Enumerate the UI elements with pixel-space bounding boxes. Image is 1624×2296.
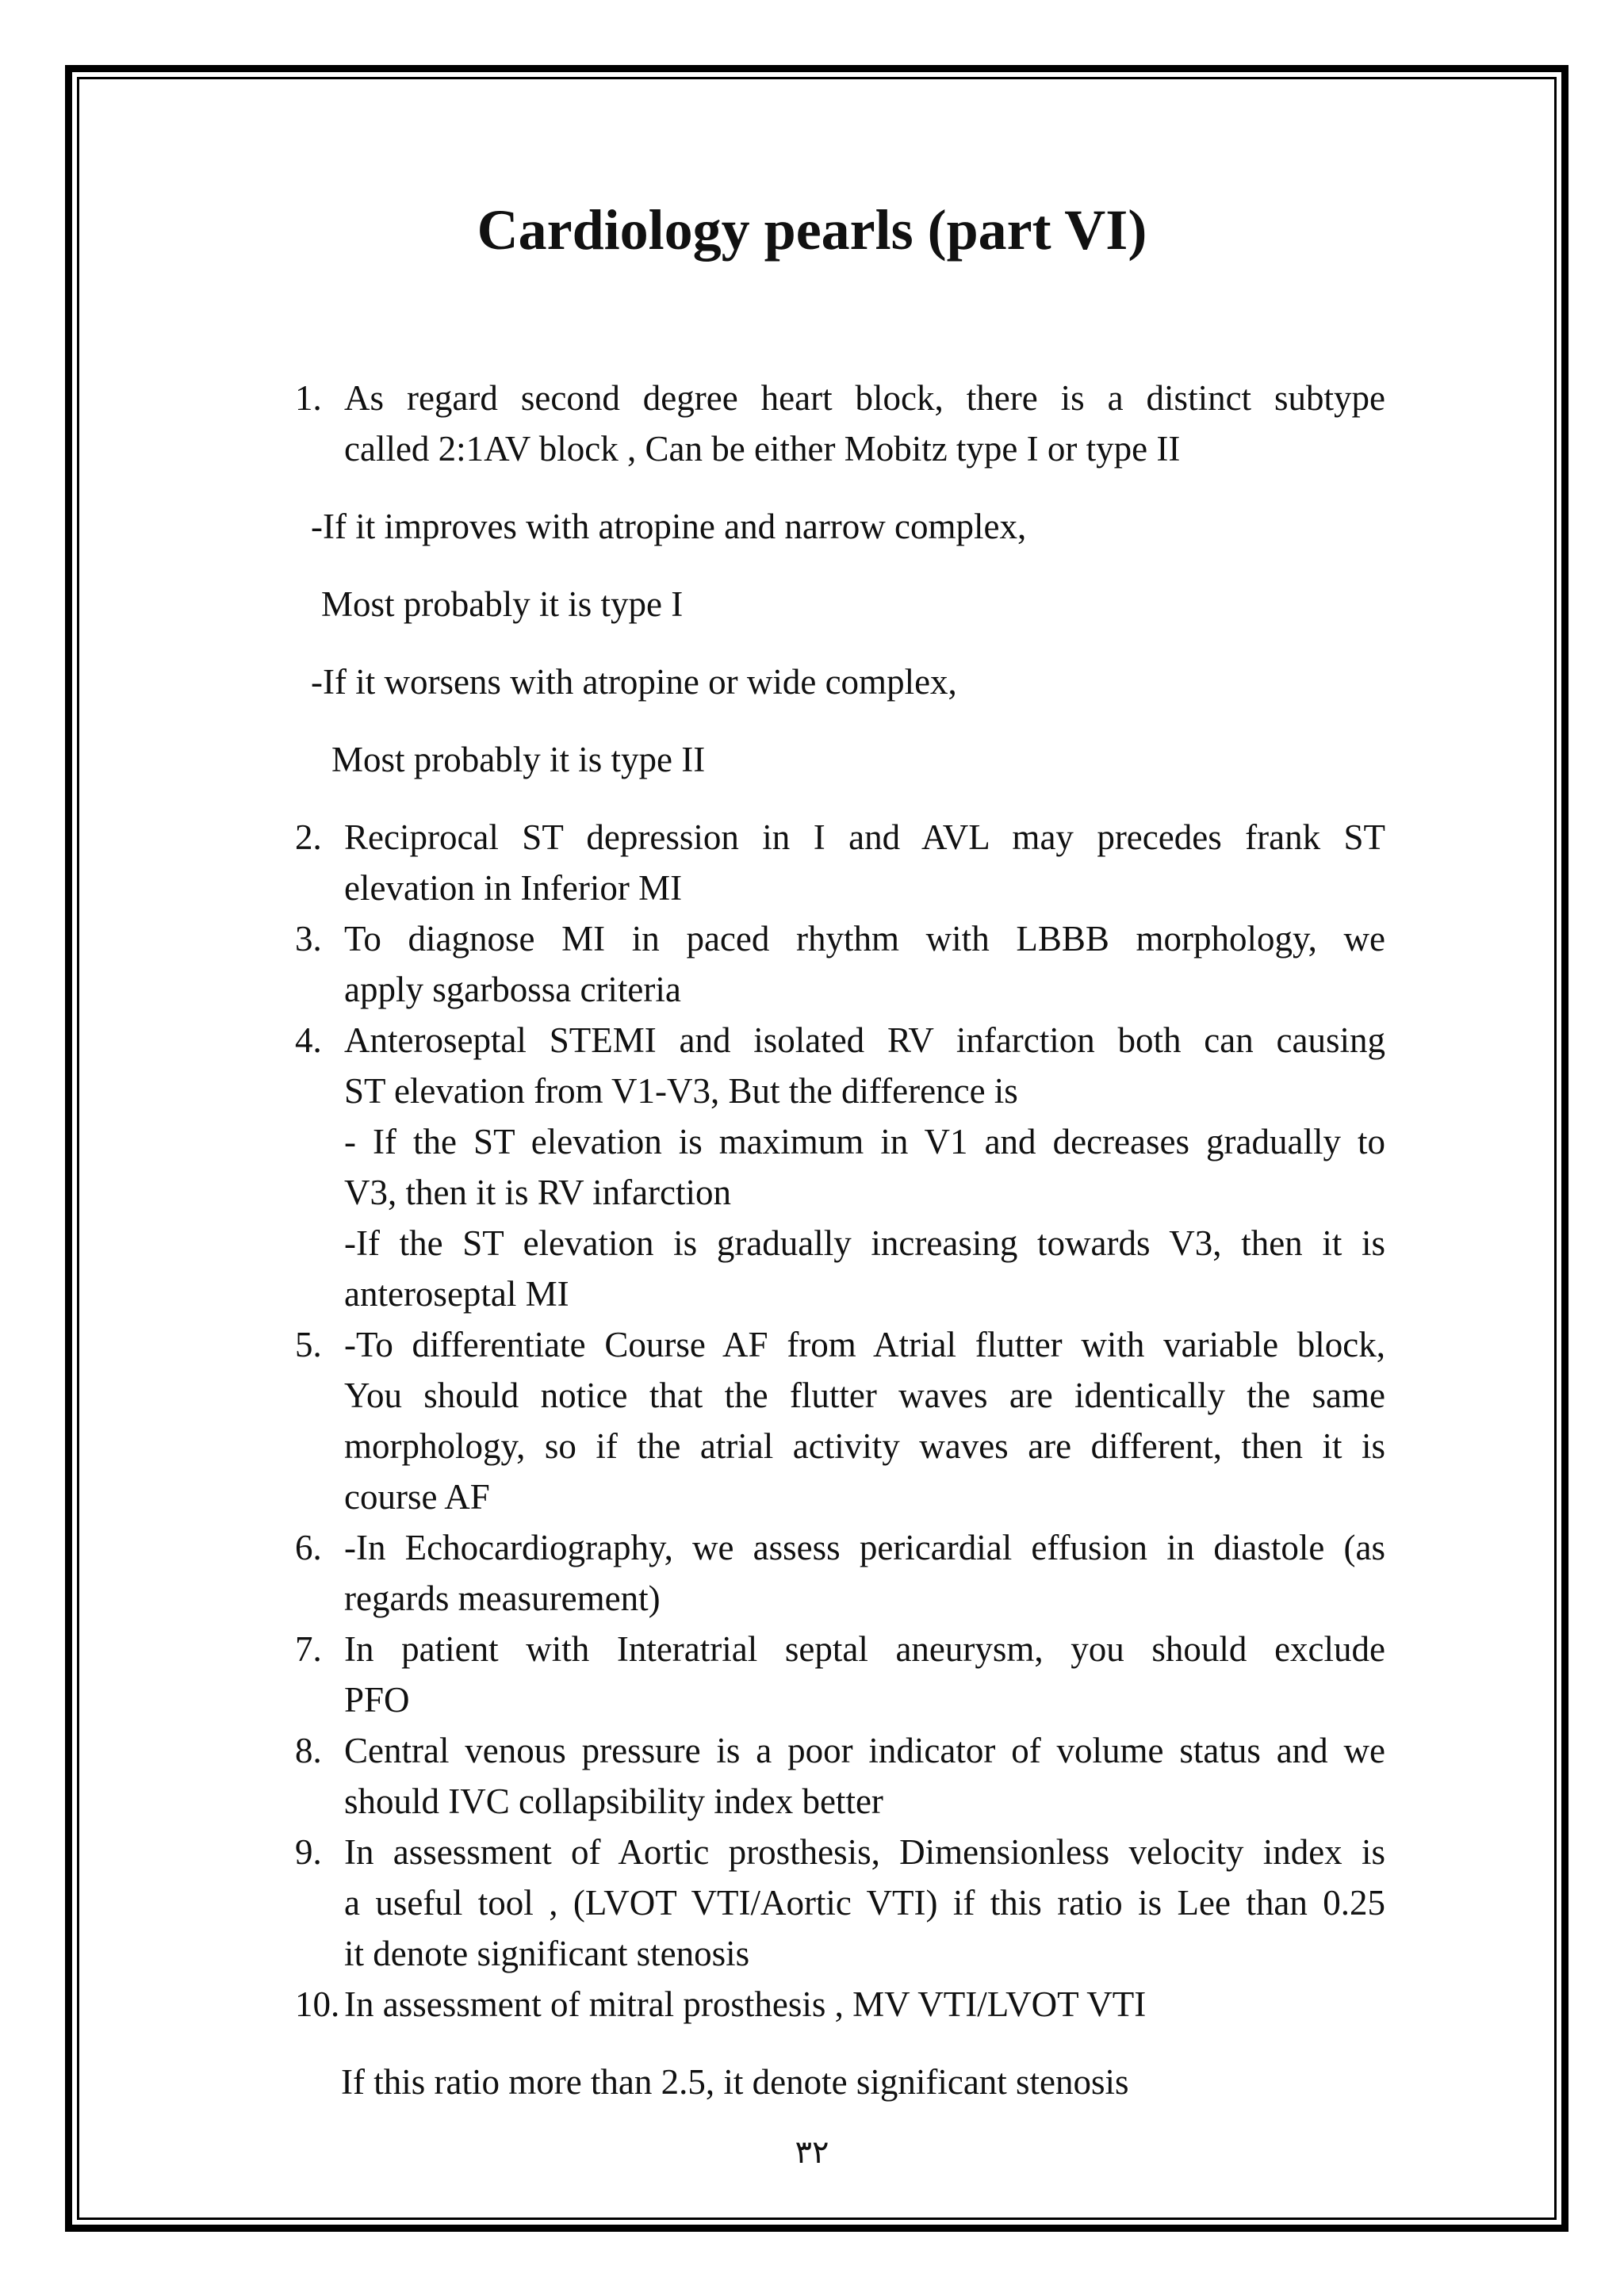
- item-text-line: As regard second degree heart block, there is a distinct subtype: [344, 378, 1385, 418]
- list-item-7: [295, 1624, 1385, 1725]
- note-line: -If it improves with atropine and narrow complex,: [311, 507, 1027, 546]
- item-number: 2.: [295, 817, 322, 857]
- item-text-line: V3, then it is RV infarction: [344, 1173, 732, 1212]
- item-number: 4.: [295, 1020, 322, 1060]
- list-item-10: [295, 1979, 1385, 2030]
- item-text-line: Reciprocal ST depression in I and AVL may precedes frank ST: [344, 817, 1385, 857]
- item-number: 5.: [295, 1325, 322, 1364]
- page-number: ٣٢: [795, 2134, 829, 2170]
- item-number: 10.: [295, 1984, 340, 2024]
- item-text-line: PFO: [344, 1680, 410, 1720]
- item-number: 7.: [295, 1629, 322, 1669]
- list-item-3: [295, 913, 1385, 1015]
- list-item-2: [295, 812, 1385, 913]
- item-text-line: apply sgarbossa criteria: [344, 970, 681, 1009]
- item-text-line: You should notice that the flutter waves are identically the same: [344, 1376, 1385, 1415]
- item-number: 9.: [295, 1832, 322, 1872]
- item-number: 3.: [295, 919, 322, 959]
- item-text-line: course AF: [344, 1477, 490, 1517]
- list-item-6: [295, 1522, 1385, 1624]
- item-text-line: To diagnose MI in paced rhythm with LBBB morphology, we: [344, 919, 1385, 959]
- item-text-line: In patient with Interatrial septal aneurysm, you should exclude: [344, 1629, 1385, 1669]
- item-text-line: In assessment of mitral prosthesis , MV VTI/LVOT VTI: [344, 1984, 1147, 2024]
- list-item-5: [295, 1319, 1385, 1522]
- item-text-line: Anteroseptal STEMI and isolated RV infarction both can causing: [344, 1020, 1385, 1060]
- page-title: Cardiology pearls (part VI): [477, 198, 1147, 262]
- item-text-line: anteroseptal MI: [344, 1274, 569, 1314]
- note-line: If this ratio more than 2.5, it denote significant stenosis: [341, 2062, 1129, 2102]
- item-text-line: In assessment of Aortic prosthesis, Dimensionless velocity index is: [344, 1832, 1385, 1872]
- item-text-line: should IVC collapsibility index better: [344, 1781, 883, 1821]
- item-text-line: called 2:1AV block , Can be either Mobitz type I or type II: [344, 429, 1181, 469]
- item-text-line: - If the ST elevation is maximum in V1 and decreases gradually to: [344, 1122, 1385, 1161]
- item-text-line: -If the ST elevation is gradually increasing towards V3, then it is: [344, 1223, 1385, 1263]
- item-text-line: -To differentiate Course AF from Atrial flutter with variable block,: [344, 1325, 1385, 1364]
- note-line: Most probably it is type I: [321, 584, 684, 624]
- item-text-line: morphology, so if the atrial activity waves are different, then it is: [344, 1426, 1385, 1466]
- item-text-line: Central venous pressure is a poor indicator of volume status and we: [344, 1731, 1385, 1770]
- list-item-8: [295, 1725, 1385, 1827]
- note-line: Most probably it is type II: [331, 740, 706, 779]
- item-text-line: regards measurement): [344, 1578, 661, 1618]
- item-number: 6.: [295, 1528, 322, 1567]
- item-number: 8.: [295, 1731, 322, 1770]
- item-text-line: ST elevation from V1-V3, But the difference is: [344, 1071, 1018, 1111]
- item-number: 1.: [295, 378, 322, 418]
- item-text-line: elevation in Inferior MI: [344, 868, 683, 908]
- item-text-line: a useful tool , (LVOT VTI/Aortic VTI) if this ratio is Lee than 0.25: [344, 1883, 1385, 1923]
- list-item-4: [295, 1015, 1385, 1319]
- list-item-9: [295, 1827, 1385, 1979]
- item-text-line: -In Echocardiography, we assess pericardial effusion in diastole (as: [344, 1528, 1385, 1567]
- note-line: -If it worsens with atropine or wide complex,: [311, 662, 957, 702]
- list-item-1: [295, 373, 1385, 474]
- item-text-line: it denote significant stenosis: [344, 1934, 750, 1973]
